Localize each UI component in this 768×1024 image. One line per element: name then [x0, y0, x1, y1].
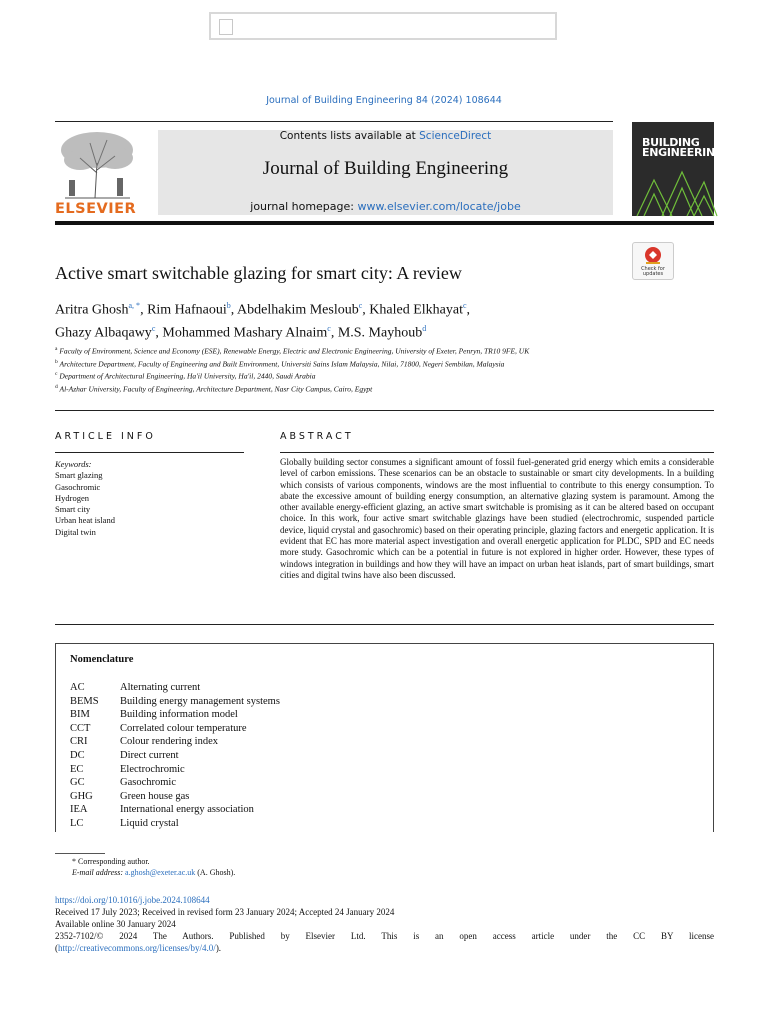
- author-affiliation-mark[interactable]: c: [327, 323, 331, 333]
- author-affiliation-mark[interactable]: c: [358, 301, 363, 310]
- email-link[interactable]: a.ghosh@exeter.ac.uk: [125, 868, 196, 877]
- nomenclature-abbreviation: EC: [70, 763, 84, 775]
- homepage-link[interactable]: www.elsevier.com/locate/jobe: [357, 200, 521, 213]
- keywords-block: [55, 459, 115, 538]
- author-name[interactable]: Ghazy Albaqawy: [55, 325, 152, 341]
- abstract-bottom-rule: [55, 624, 714, 625]
- keywords-list: [55, 470, 115, 538]
- homepage-prefix: journal homepage:: [250, 200, 358, 213]
- affiliation-mark: a: [55, 346, 58, 352]
- nomenclature-definition: Liquid crystal: [120, 818, 179, 829]
- author-name[interactable]: Abdelhakim Mesloub: [237, 302, 359, 318]
- license-link[interactable]: http://creativecommons.org/licenses/by/4.0/: [58, 943, 216, 953]
- footnote-rule: [55, 853, 105, 854]
- nomenclature-abbreviation: GC: [70, 777, 85, 789]
- author-separator: ,: [140, 302, 148, 318]
- author-line-2: [55, 320, 655, 343]
- license-open: (: [55, 943, 58, 953]
- article-title: Active smart switchable glazing for smart city: A review: [55, 263, 462, 283]
- contents-prefix: Contents lists available at: [279, 130, 420, 142]
- nomenclature-abbreviation: CCT: [70, 722, 91, 734]
- homepage-line: [158, 200, 613, 213]
- email-suffix: (A. Ghosh).: [195, 868, 236, 877]
- nomenclature-abbreviation: LC: [70, 818, 84, 829]
- journal-cover-image: [632, 122, 724, 216]
- author-affiliation-mark[interactable]: c: [151, 323, 156, 333]
- header-bottom-rule: [55, 221, 714, 225]
- author-separator: ,: [330, 325, 338, 341]
- check-for-updates-button[interactable]: [632, 242, 674, 280]
- affiliation-mark: b: [55, 358, 58, 365]
- abstract-rule: [280, 452, 714, 453]
- nomenclature-abbreviation: BEMS: [70, 695, 99, 707]
- nomenclature-definition: Building information model: [120, 709, 238, 721]
- author-name[interactable]: Mohammed Mashary Alnaim: [162, 325, 328, 341]
- author-name[interactable]: M.S. Mayhoub: [337, 325, 423, 341]
- keyword-item: Smart glazing: [55, 470, 103, 481]
- email-note: [72, 868, 235, 877]
- doi-link[interactable]: https://doi.org/10.1016/j.jobe.2024.108644: [55, 895, 210, 905]
- author-list: [55, 297, 655, 342]
- author-separator: ,: [230, 302, 238, 318]
- cover-title-line1: BUILDING: [642, 136, 700, 149]
- article-info-rule: [55, 452, 244, 453]
- nomenclature-abbreviation: BIM: [70, 709, 90, 721]
- check-updates-label: Check for updates: [641, 266, 665, 277]
- author-separator: ,: [466, 302, 471, 318]
- placeholder-icon: [219, 19, 233, 35]
- author-affiliation-mark[interactable]: b: [226, 301, 231, 310]
- check-updates-icon: [644, 246, 662, 266]
- keyword-item: Digital twin: [55, 526, 96, 537]
- cover-title: [642, 138, 724, 158]
- header-top-rule: [55, 121, 613, 122]
- available-online: Available online 30 January 2024: [55, 919, 176, 929]
- nomenclature-title: Nomenclature: [70, 654, 134, 665]
- nomenclature-definition: Building energy management systems: [120, 695, 280, 707]
- cover-title-line2: ENGINEERING: [642, 146, 724, 159]
- nomenclature-definition: Electrochromic: [120, 763, 185, 775]
- affiliation-item: [55, 369, 625, 382]
- affiliation-text: Faculty of Environment, Science and Economy (ESE), Renewable Energy, Electric and Electronic Engineering, University of Exeter, Penryn, TR10 9FE, UK: [59, 346, 530, 356]
- nomenclature-definition: Alternating current: [120, 682, 201, 693]
- email-label: E-mail address:: [72, 868, 126, 877]
- journal-citation[interactable]: Journal of Building Engineering 84 (2024) 108644: [266, 95, 502, 106]
- affiliations-rule: [55, 410, 714, 411]
- author-line-1: [55, 297, 655, 320]
- top-placeholder-box: [209, 12, 557, 40]
- keyword-item: Urban heat island: [55, 515, 115, 526]
- author-affiliation-mark[interactable]: d: [422, 323, 427, 333]
- received-dates: Received 17 July 2023; Received in revised form 23 January 2024; Accepted 24 January 2024: [55, 907, 395, 917]
- nomenclature-abbreviation: GHG: [70, 790, 93, 802]
- affiliation-text: Department of Architectural Engineering, Ha'il University, Ha'il, 2440, Saudi Arabia: [59, 371, 316, 381]
- nomenclature-definition: Green house gas: [120, 790, 190, 802]
- license-close: ).: [215, 943, 222, 953]
- abstract-heading: ABSTRACT: [280, 431, 354, 442]
- nomenclature-definition: Correlated colour temperature: [120, 722, 247, 734]
- nomenclature-abbreviation: DC: [70, 750, 85, 761]
- corresponding-author-note: * Corresponding author.: [72, 857, 150, 866]
- contents-line: [158, 130, 613, 142]
- affiliations: [55, 344, 625, 394]
- keyword-item: Smart city: [55, 504, 91, 515]
- article-info-heading: ARTICLE INFO: [55, 431, 156, 442]
- author-name[interactable]: Khaled Elkhayat: [369, 302, 463, 318]
- affiliation-mark: d: [55, 383, 58, 390]
- author-affiliation-mark[interactable]: c: [462, 301, 467, 310]
- elsevier-tree-logo: [55, 128, 138, 200]
- affiliation-item: [55, 382, 625, 395]
- affiliation-mark: c: [55, 371, 58, 377]
- author-separator: ,: [155, 325, 163, 341]
- nomenclature-definition: International energy association: [120, 804, 254, 816]
- author-affiliation-mark[interactable]: a, *: [128, 301, 141, 310]
- keyword-item: Hydrogen: [55, 492, 89, 503]
- cover-graphic: [632, 160, 714, 216]
- sciencedirect-link[interactable]: ScienceDirect: [419, 130, 492, 142]
- nomenclature-definition: Colour rendering index: [120, 736, 218, 748]
- license-text: 2352-7102/© 2024 The Authors. Published by Elsevier Ltd. This is an open access article under the CC BY license: [55, 931, 714, 941]
- nomenclature-abbreviation: CRI: [70, 736, 88, 748]
- author-name[interactable]: Rim Hafnaoui: [147, 302, 227, 318]
- affiliation-item: [55, 357, 625, 370]
- license-link-line: [55, 942, 714, 954]
- affiliation-item: [55, 344, 625, 357]
- keywords-label: Keywords:: [55, 459, 92, 469]
- publication-info: [55, 894, 714, 954]
- author-name[interactable]: Aritra Ghosh: [55, 302, 129, 318]
- author-separator: ,: [362, 302, 370, 318]
- nomenclature-abbreviation: AC: [70, 682, 85, 693]
- nomenclature-definition: Direct current: [120, 750, 179, 761]
- journal-title: Journal of Building Engineering: [262, 158, 509, 179]
- affiliation-text: Architecture Department, Faculty of Engineering and Built Environment, Universiti Sains Islam Malaysia, Nilai, 71800, Negeri Sembilan, Malaysia: [59, 359, 505, 368]
- affiliation-text: Al-Azhar University, Faculty of Engineering, Architecture Department, Nasr City Campus, Cairo, Egypt: [59, 384, 373, 393]
- nomenclature-definition: Gasochromic: [120, 777, 176, 789]
- keyword-item: Gasochromic: [55, 481, 101, 492]
- elsevier-wordmark: ELSEVIER: [55, 201, 137, 217]
- abstract-text: Globally building sector consumes a significant amount of fossil fuel-generated grid energy which emits a considerable level of carbon emissions. These scenarios can be an obstacle to sustainable or smart city developments. In a building which consists of various components, windows are the most influential to contribute to this energy consumption. To abate the excessive amount of building energy consumption, an alternative glazing system is paramount. Among the other available energy-efficient glazing, an active smart switchable is promising as it can be altered based on occupant choice. In this work, four active smart switchable glazings have been studied (electrochromic, suspended particle device, liquid crystal and gasochromic) based on their operating principle, glazing factors and energetic application. It is evident that EC has more material aspect investigation and overall energetic application for PLDC, SPD and EC needs more study. Gasochromic which can be a potential in future is not explored in higher order. However, these types of windows integration in buildings and how they will have an impact on urban heat islands, part of smart buildings, smart cities and digital twins have also been discussed.: [280, 457, 714, 580]
- nomenclature-abbreviation: IEA: [70, 804, 88, 816]
